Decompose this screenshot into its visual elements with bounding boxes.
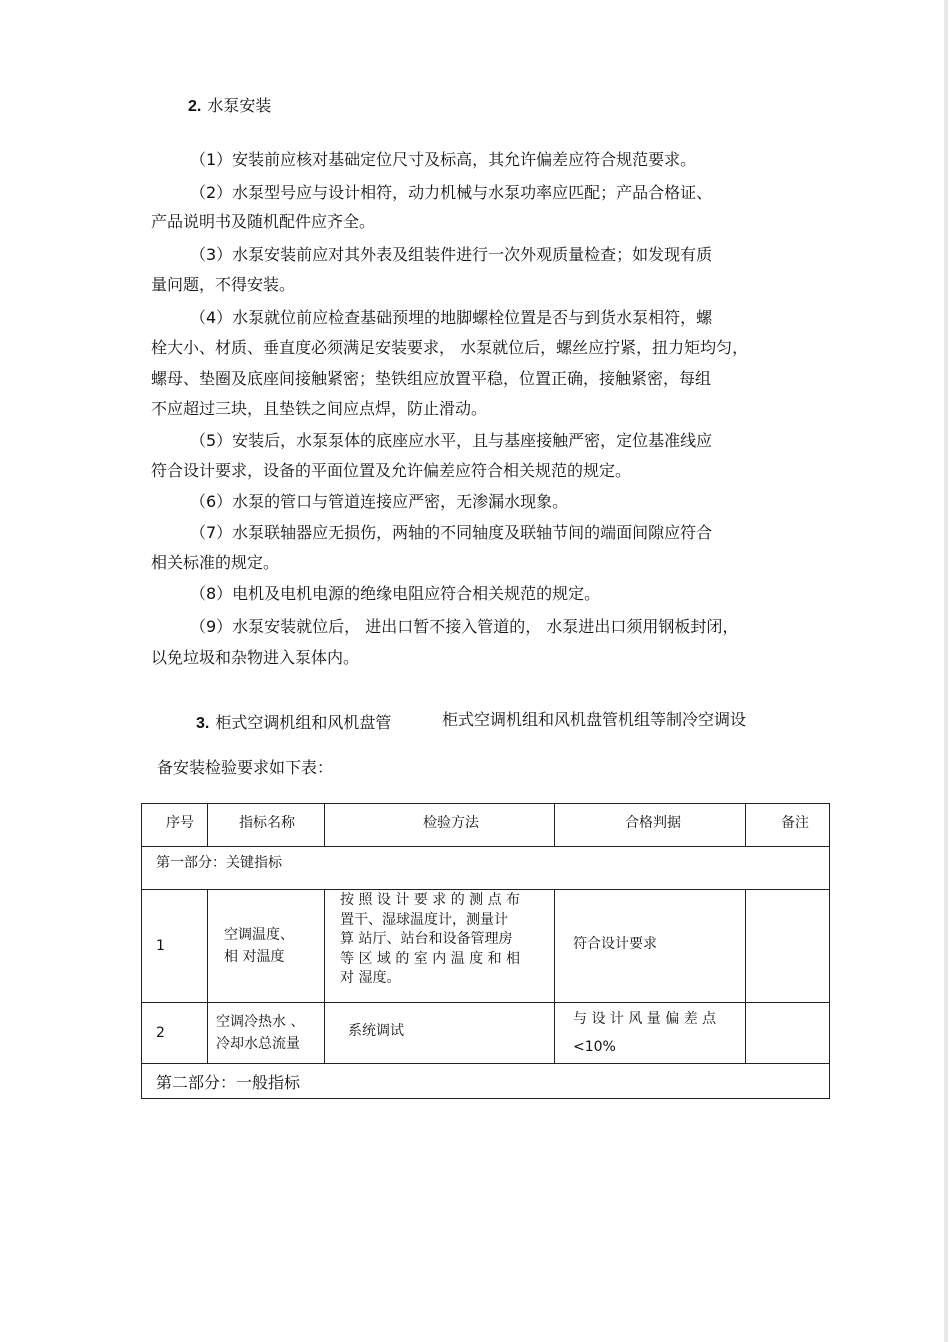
method-cell: 系统调试 xyxy=(325,1003,555,1064)
section-3-intro-line: 备安装检验要求如下表： xyxy=(157,758,334,777)
paragraph-line: 产品说明书及随机配件应齐全。 xyxy=(151,212,376,231)
paragraph-line: （8）电机及电机电源的绝缘电阻应符合相关规范的规定。 xyxy=(190,584,601,603)
paragraph-line: 不应超过三块，且垫铁之间应点焊，防止滑动。 xyxy=(151,399,488,418)
page-edge xyxy=(944,0,948,1342)
section-3-heading xyxy=(196,710,391,733)
table-header-row xyxy=(142,804,830,847)
paragraph-line: （1）安装前应核对基础定位尺寸及标高，其允许偏差应符合规范要求。 xyxy=(190,150,697,169)
criteria-cell: 与 设 计 风 量 偏 差 点 <10% xyxy=(555,1003,746,1064)
paragraph-line: （3）水泵安装前应对其外表及组装件进行一次外观质量检查；如发现有质 xyxy=(190,245,713,264)
header-cell: 指标名称 xyxy=(208,804,325,847)
table-row xyxy=(142,890,830,1003)
paragraph-line: 量问题，不得安装。 xyxy=(151,275,296,294)
section-2-number: 2. xyxy=(188,98,202,115)
row-number-cell: 1 xyxy=(142,890,208,1003)
paragraph-line: 以免垃圾和杂物进入泵体内。 xyxy=(151,648,360,667)
header-cell: 合格判据 xyxy=(555,804,746,847)
row-number-cell: 2 xyxy=(142,1003,208,1064)
header-cell: 序号 xyxy=(142,804,208,847)
paragraph-line: 相关标准的规定。 xyxy=(151,553,280,572)
paragraph-line: （2）水泵型号应与设计相符，动力机械与水泵功率应匹配；产品合格证、 xyxy=(190,183,713,202)
table-section-row xyxy=(142,847,830,890)
paragraph-line: 符合设计要求，设备的平面位置及允许偏差应符合相关规范的规定。 xyxy=(151,461,632,480)
indicator-name-cell: 空调冷热水 、 冷却水总流量 xyxy=(208,1003,325,1064)
table-section-row xyxy=(142,1064,830,1099)
section-3-intro-line: 柜式空调机组和风机盘管机组等制冷空调设 xyxy=(442,710,747,729)
paragraph-line: 螺母、垫圈及底座间接触紧密；垫铁组应放置平稳，位置正确，接触紧密，每组 xyxy=(151,369,712,388)
paragraph-line: （4）水泵就位前应检查基础预埋的地脚螺栓位置是否与到货水泵相符，螺 xyxy=(190,308,713,327)
criteria-cell: 符合设计要求 xyxy=(555,890,746,1003)
header-cell: 备注 xyxy=(746,804,830,847)
section-3-title: 柜式空调机组和风机盘管 xyxy=(215,713,392,732)
remark-cell xyxy=(746,890,830,1003)
paragraph-line: （6）水泵的管口与管道连接应严密，无渗漏水现象。 xyxy=(190,492,569,511)
part-2-cell: 第二部分：一般指标 xyxy=(142,1064,830,1099)
inspection-table xyxy=(141,803,830,1099)
indicator-name-cell: 空调温度、 相 对温度 xyxy=(208,890,325,1003)
part-1-cell: 第一部分：关键指标 xyxy=(142,847,830,890)
header-cell: 检验方法 xyxy=(325,804,555,847)
paragraph-line: （9）水泵安装就位后， 进出口暂不接入管道的， 水泵进出口须用钢板封闭， xyxy=(190,617,739,636)
section-2-heading xyxy=(188,93,271,116)
section-3-number: 3. xyxy=(196,715,210,732)
method-cell: 按 照 设 计 要 求 的 测 点 布 置干、湿球温度计，测量计 算 站厅、站台和设备管理房 等 区 域 的 室 内 温 度 和 相 对 湿度。 xyxy=(325,890,555,1003)
table-row xyxy=(142,1003,830,1064)
section-2-title: 水泵安装 xyxy=(207,96,272,115)
paragraph-line: （5）安装后，水泵泵体的底座应水平，且与基座接触严密，定位基准线应 xyxy=(190,431,713,450)
paragraph-line: 栓大小、材质、垂直度必须满足安装要求， 水泵就位后，螺丝应拧紧，扭力矩均匀， xyxy=(151,338,749,357)
remark-cell xyxy=(746,1003,830,1064)
paragraph-line: （7）水泵联轴器应无损伤，两轴的不同轴度及联轴节间的端面间隙应符合 xyxy=(190,523,713,542)
